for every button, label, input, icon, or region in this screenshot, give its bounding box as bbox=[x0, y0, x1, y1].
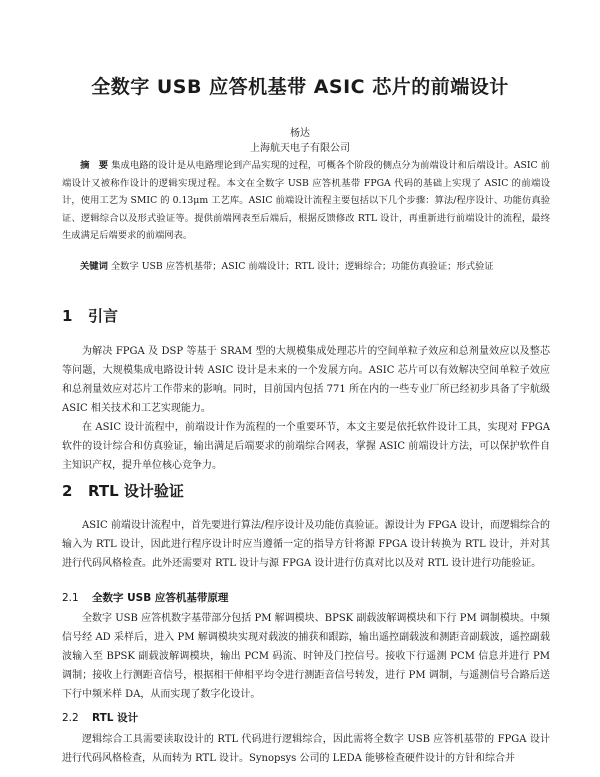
subsection-title: 全数字 USB 应答机基带原理 bbox=[92, 592, 229, 604]
section-heading bbox=[62, 305, 118, 326]
keywords-block bbox=[62, 258, 550, 276]
section-title: 引言 bbox=[88, 307, 119, 325]
section-heading bbox=[62, 480, 184, 501]
body-paragraph: ASIC 前端设计流程中，首先要进行算法/程序设计及功能仿真验证。源设计为 FPGA 设计，而逻辑综合的输入为 RTL 设计，因此进行程序设计时应当遵循一定的指导方针将源 FPGA 设计转换为 RTL 设计，并对其进行代码风格检查。此外还需要对 RTL 设计与源 FPGA 设计进行仿真对比以及对 RTL 设计进行功能验证。 bbox=[62, 520, 550, 569]
subsection-number: 2.2 bbox=[62, 712, 79, 724]
author-affiliation: 上海航天电子有限公司 bbox=[250, 143, 350, 154]
subsection-number: 2.1 bbox=[62, 592, 79, 604]
body-paragraph: 在 ASIC 设计流程中，前端设计作为流程的一个重要环节，本文主要是依托软件设计工具，实现对 FPGA 软件的设计综合和仿真验证，输出满足后端要求的前端综合网表，掌握 ASIC 前端设计方法，可以保护软件自主知识产权，提升单位核心竞争力。 bbox=[62, 422, 550, 471]
section-title: RTL 设计验证 bbox=[88, 482, 184, 500]
keywords-label: 关键词 bbox=[80, 261, 108, 272]
paper-title: 全数字 USB 应答机基带 ASIC 芯片的前端设计 bbox=[91, 76, 509, 98]
keywords-text: 全数字 USB 应答机基带；ASIC 前端设计；RTL 设计；逻辑综合；功能仿真验证；形式验证 bbox=[110, 261, 494, 272]
author-name: 杨达 bbox=[290, 128, 310, 139]
abstract-block bbox=[62, 157, 550, 245]
section-number: 2 bbox=[62, 482, 73, 500]
subsection-title: RTL 设计 bbox=[92, 712, 139, 724]
subsection-heading bbox=[62, 710, 138, 725]
section-number: 1 bbox=[62, 307, 73, 325]
abstract-text: 集成电路的设计是从电路理论到产品实现的过程，可概各个阶段的侧点分为前端设计和后端设计。ASIC 前端设计又被称作设计的逻辑实现过程。本文在全数字 USB 应答机基带 FPGA 代码的基础上实现了 ASIC 的前端设计，使用工艺为 SMIC 的 0.13μm 工艺库。ASIC 前端设计流程主要包括以下几个步骤：算法/程序设计、功能仿真验证、逻辑综合以及形式验证等。提供前端网表至后端后，根据反馈修改 RTL 设计，再重新进行前端设计的流程，最终生成满足后端要求的前端网表。 bbox=[62, 160, 550, 242]
body-paragraph: 逻辑综合工具需要读取设计的 RTL 代码进行逻辑综合，因此需将全数字 USB 应答机基带的 FPGA 设计进行代码风格检查，从而转为 RTL 设计。Synopsys 公司的 LEDA 能够检查硬件设计的方针和综合并 bbox=[62, 734, 550, 764]
subsection-heading bbox=[62, 590, 228, 605]
abstract-label: 摘 要 bbox=[80, 160, 109, 171]
body-paragraph: 全数字 USB 应答机数字基带部分包括 PM 解调模块、BPSK 副载波解调模块和下行 PM 调制模块。中频信号经 AD 采样后，进入 PM 解调模块实现对载波的捕获和跟踪，输出遥控副载波和测距音副载波，遥控副载波输入至 BPSK 副载波解调模块，输出 PCM 码流、时钟及门控信号。接收下行遥测 PCM 信息并进行 PM 调制；接收上行测距音信号，根据相干伸相平均令进行测距音信号转发，进行 PM 调制，与遥测信号合路后送下行中频米样 DA，从而实现了数字化设计。 bbox=[62, 613, 550, 700]
body-paragraph: 为解决 FPGA 及 DSP 等基于 SRAM 型的大规模集成处理芯片的空间单粒子效应和总剂量效应以及整芯等问题，大规模集成电路设计转 ASIC 设计是未来的一个发展方向。ASIC 芯片可以有效解决空间单粒子效应和总剂量效应对芯片工作带来的影响。同时，目前国内包括 771 所在内的一些专业厂所已经初步具备了宇航级 ASIC 相关技术和工艺实现能力。 bbox=[62, 346, 550, 414]
